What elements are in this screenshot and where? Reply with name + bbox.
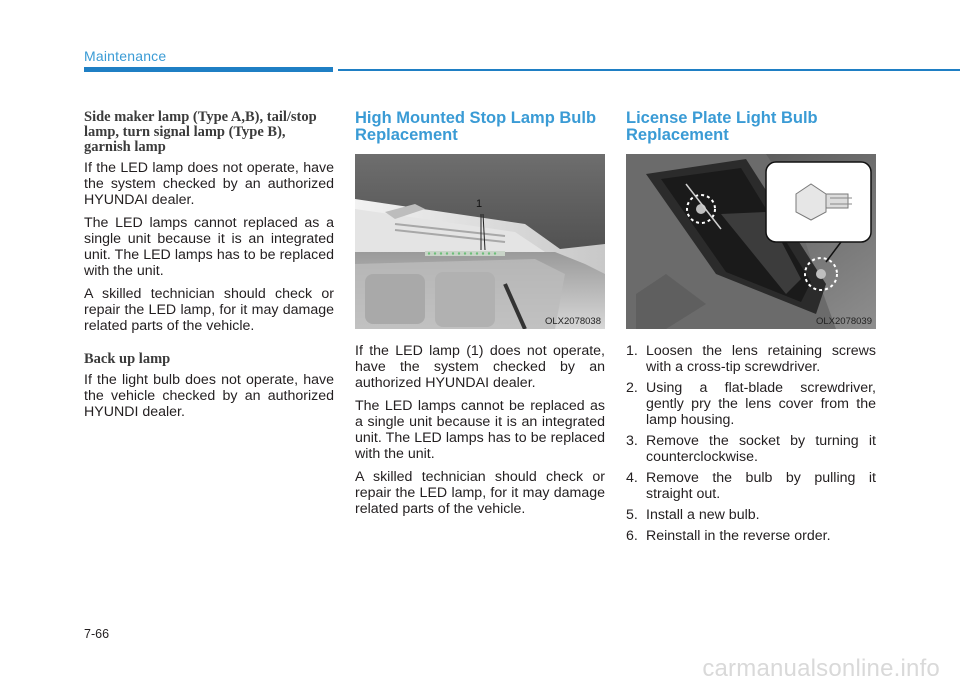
list-item: 1. Loosen the lens retaining screws with a cross-tip screwdriver. (626, 343, 876, 375)
list-item: 2. Using a flat-blade screwdriver, gently pry the lens cover from the lamp housing. (626, 380, 876, 428)
header-bar-accent (84, 67, 333, 72)
heading-high-mounted-stop-lamp: High Mounted Stop Lamp Bulb Replacement (355, 109, 597, 144)
image-code: OLX2078039 (816, 316, 872, 327)
column-side-marker-lamp (84, 110, 334, 427)
column-high-mounted-stop-lamp (355, 110, 605, 524)
paragraph: A skilled technician should check or repair the LED lamp, for it may damage related parts of the vehicle. (84, 286, 334, 334)
list-item: 6. Reinstall in the reverse order. (626, 528, 831, 544)
paragraph: The LED lamps cannot be replaced as a single unit because it is an integrated unit. The LED lamps has to be replaced with the unit. (355, 398, 605, 462)
license-plate-light-photo (626, 154, 876, 329)
column-license-plate-light (626, 110, 876, 549)
section-title: Maintenance (84, 48, 167, 64)
license-plate-illustration (626, 154, 876, 329)
list-item: 5. Install a new bulb. (626, 507, 760, 523)
watermark: carmanualsonline.info (702, 655, 940, 682)
stop-lamp-photo (355, 154, 605, 329)
paragraph: If the light bulb does not operate, have the vehicle checked by an authorized HYUNDI dealer. (84, 372, 334, 420)
list-item: 3. Remove the socket by turning it counterclockwise. (626, 433, 876, 465)
header-rule (338, 69, 960, 71)
paragraph: The LED lamps cannot replaced as a single unit because it is an integrated unit. The LED lamps has to be replaced with the unit. (84, 215, 334, 279)
heading-license-plate-light: License Plate Light Bulb Replacement (626, 109, 818, 144)
paragraph: If the LED lamp does not operate, have the system checked by an authorized HYUNDAI dealer. (84, 160, 334, 208)
image-code: OLX2078038 (545, 316, 601, 327)
page-number: 7-66 (84, 627, 110, 641)
heading-side-marker-lamp: Side maker lamp (Type A,B), tail/stop lamp, turn signal lamp (Type B), garnish lamp (84, 109, 317, 155)
paragraph: If the LED lamp (1) does not operate, have the system checked by an authorized HYUNDAI dealer. (355, 343, 605, 391)
heading-back-up-lamp: Back up lamp (84, 351, 171, 367)
steps-list (626, 343, 876, 544)
stop-lamp-illustration (355, 154, 605, 329)
callout-label: 1 (476, 198, 483, 210)
list-item: 4. Remove the bulb by pulling it straight out. (626, 470, 876, 502)
paragraph: A skilled technician should check or repair the LED lamp, for it may damage related parts of the vehicle. (355, 469, 605, 517)
